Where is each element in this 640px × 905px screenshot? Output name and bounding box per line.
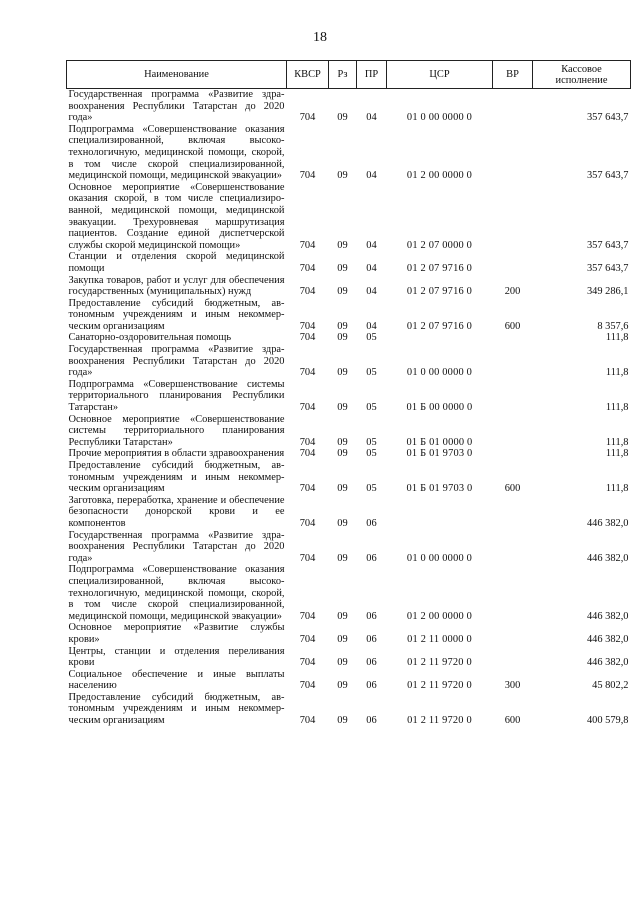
table-row: [67, 669, 631, 692]
item-vr: 600: [504, 320, 521, 332]
item-csr: [387, 495, 493, 530]
item-name: Предоставление субсидий бюджетным, автономным учреждениям и иным некоммерческим организациям: [68, 460, 285, 495]
page-number: 18: [313, 30, 327, 45]
item-pr: 06: [366, 680, 377, 692]
item-amount: 45 802,2: [592, 680, 629, 692]
item-csr: 01 Б 00 0000 0: [406, 402, 473, 414]
item-amount: 446 382,0: [586, 633, 629, 645]
item-csr: 01 2 07 9716 0: [406, 320, 473, 332]
item-name: Подпрограмма «Совершенствование оказания специализированной, включая высокотехнологичную, медицинской помощи, скорой, в том числе скорой специализированной, медицинской помощи, медицинской эвакуации»: [68, 564, 285, 622]
item-amount: 111,8: [605, 448, 629, 460]
item-kvsr: 704: [299, 239, 316, 251]
item-name: Станции и отделения скорой медицинской помощи: [68, 251, 285, 274]
item-name: Предоставление субсидий бюджетным, автономным учреждениям и иным некоммерческим организациям: [68, 691, 285, 727]
item-kvsr: 704: [299, 436, 316, 448]
item-rz: 09: [337, 112, 348, 124]
item-csr: 01 2 11 9720 0: [407, 657, 472, 669]
table-row: [67, 622, 631, 645]
item-kvsr: 704: [299, 552, 316, 564]
item-amount: 111,8: [605, 332, 629, 344]
item-pr: 06: [366, 610, 377, 622]
item-amount: 446 382,0: [586, 610, 629, 622]
item-vr: [493, 622, 533, 645]
item-pr: 05: [366, 402, 377, 414]
item-vr: [493, 332, 533, 344]
table-row: [67, 564, 631, 622]
table-row: [67, 182, 631, 252]
item-rz: 09: [337, 715, 348, 727]
item-pr: 04: [366, 262, 377, 274]
item-amount: 446 382,0: [586, 657, 629, 669]
item-pr: 05: [366, 436, 377, 448]
item-rz: 09: [337, 448, 348, 460]
item-vr: 600: [504, 483, 521, 495]
table-row: [67, 89, 631, 124]
table-row: [67, 124, 631, 182]
item-pr: 05: [366, 367, 377, 379]
item-rz: 09: [337, 680, 348, 692]
header-kvsr: КВСР: [287, 61, 329, 89]
header-csr: ЦСР: [387, 61, 493, 89]
item-csr: 01 2 07 0000 0: [406, 239, 473, 251]
item-name: Закупка товаров, работ и услуг для обеспечения государственных (муниципальных) нужд: [68, 274, 285, 298]
item-rz: 09: [337, 517, 348, 529]
item-pr: 06: [366, 715, 377, 727]
item-pr: 04: [366, 170, 377, 182]
item-vr: 600: [504, 715, 521, 727]
item-vr: [493, 344, 533, 379]
header-pr: ПР: [357, 61, 387, 89]
item-rz: 09: [337, 657, 348, 669]
item-csr: [387, 332, 493, 344]
item-rz: 09: [337, 320, 348, 332]
item-csr: 01 Б 01 9703 0: [406, 483, 473, 495]
item-name: Заготовка, переработка, хранение и обеспечение безопасности донорской крови и ее компонентов: [68, 494, 285, 529]
item-name: Подпрограмма «Совершенствование оказания специализированной, включая высокотехнологичную, медицинской помощи, скорой, в том числе скорой специализированной, медицинской помощи, медицинской эвакуации»: [68, 123, 285, 182]
header-amount: Кассовое исполнение: [533, 61, 631, 89]
item-rz: 09: [337, 633, 348, 645]
table-row: [67, 251, 631, 274]
item-kvsr: 704: [299, 657, 316, 669]
table-row: [67, 298, 631, 333]
item-name: Основное мероприятие «Совершенствование оказания скорой, в том числе специализированной, медицинской помощи, медицинской эвакуации. Трехуровневая маршрутизация пациентов. Создание единой диспетчерской службы скорой медицинской помощи»: [68, 181, 285, 251]
item-vr: [493, 448, 533, 460]
item-pr: 04: [366, 239, 377, 251]
item-amount: 446 382,0: [586, 517, 629, 529]
item-name: Прочие мероприятия в области здравоохранения: [68, 448, 285, 460]
table-row: [67, 692, 631, 727]
item-kvsr: 704: [299, 483, 316, 495]
item-kvsr: 704: [299, 448, 316, 460]
item-kvsr: 704: [299, 610, 316, 622]
table-row: [67, 448, 631, 460]
item-amount: 357 643,7: [586, 170, 629, 182]
table-row: [67, 530, 631, 565]
item-pr: 06: [366, 517, 377, 529]
item-amount: 357 643,7: [586, 239, 629, 251]
item-vr: [493, 89, 533, 124]
item-pr: 06: [366, 633, 377, 645]
item-kvsr: 704: [299, 262, 316, 274]
item-kvsr: 704: [299, 332, 316, 344]
item-name: Подпрограмма «Совершенствование системы территориального планирования Республики Татарстан»: [68, 378, 285, 414]
table-row: [67, 379, 631, 414]
item-name: Государственная программа «Развитие здравоохранения Республики Татарстан до 2020 года»: [68, 529, 285, 564]
item-pr: 04: [366, 320, 377, 332]
table-row: [67, 414, 631, 449]
item-csr: 01 2 11 0000 0: [407, 633, 472, 645]
item-csr: 01 2 00 0000 0: [406, 610, 473, 622]
item-name: Социальное обеспечение и иные выплаты населению: [68, 668, 285, 692]
item-vr: [493, 182, 533, 252]
item-rz: 09: [337, 332, 348, 344]
item-kvsr: 704: [299, 680, 316, 692]
item-csr: 01 2 07 9716 0: [406, 262, 473, 274]
item-kvsr: 704: [299, 633, 316, 645]
item-name: Основное мероприятие «Совершенствование системы территориального планирования Республики Татарстан»: [68, 413, 285, 448]
item-name: Санаторно-оздоровительная помощь: [68, 332, 232, 344]
item-csr: 01 2 07 9716 0: [406, 286, 473, 298]
table-row: [67, 332, 631, 344]
item-vr: [493, 414, 533, 449]
item-rz: 09: [337, 610, 348, 622]
item-pr: 05: [366, 332, 377, 344]
item-rz: 09: [337, 286, 348, 298]
item-csr: 01 0 00 0000 0: [406, 112, 473, 124]
item-pr: 04: [366, 286, 377, 298]
table-row: [67, 460, 631, 495]
item-amount: 400 579,8: [586, 715, 629, 727]
item-amount: 357 643,7: [586, 112, 629, 124]
item-amount: 357 643,7: [586, 262, 629, 274]
item-csr: 01 2 11 9720 0: [407, 715, 472, 727]
item-amount: 349 286,1: [586, 286, 629, 298]
item-amount: 111,8: [605, 367, 629, 379]
item-csr: 01 2 00 0000 0: [406, 170, 473, 182]
item-amount: 446 382,0: [586, 552, 629, 564]
item-vr: [493, 646, 533, 669]
item-kvsr: 704: [299, 402, 316, 414]
item-rz: 09: [337, 402, 348, 414]
item-name: Центры, станции и отделения переливания крови: [68, 645, 285, 669]
table-header-row: [67, 61, 631, 89]
item-amount: 111,8: [605, 402, 629, 414]
item-pr: 05: [366, 448, 377, 460]
item-rz: 09: [337, 170, 348, 182]
header-name: Наименование: [67, 61, 287, 89]
item-csr: 01 Б 01 0000 0: [406, 436, 473, 448]
item-kvsr: 704: [299, 170, 316, 182]
table-row: [67, 344, 631, 379]
table-body: [67, 89, 631, 727]
item-vr: [493, 495, 533, 530]
header-rz: Рз: [329, 61, 357, 89]
item-name: Государственная программа «Развитие здравоохранения Республики Татарстан до 2020 года»: [68, 89, 285, 124]
item-vr: [493, 251, 533, 274]
item-kvsr: 704: [299, 367, 316, 379]
item-name: Предоставление субсидий бюджетным, автономным учреждениям и иным некоммерческим организациям: [68, 297, 285, 332]
item-csr: 01 0 00 0000 0: [406, 552, 473, 564]
item-vr: [493, 530, 533, 565]
item-pr: 06: [366, 657, 377, 669]
item-vr: [493, 379, 533, 414]
item-name: Государственная программа «Развитие здравоохранения Республики Татарстан до 2020 года»: [68, 344, 285, 379]
table-row: [67, 275, 631, 298]
item-amount: 8 357,6: [597, 320, 629, 332]
item-amount: 111,8: [605, 436, 629, 448]
item-kvsr: 704: [299, 715, 316, 727]
item-csr: 01 2 11 9720 0: [407, 680, 472, 692]
item-kvsr: 704: [299, 517, 316, 529]
item-rz: 09: [337, 436, 348, 448]
item-csr: 01 Б 01 9703 0: [406, 448, 473, 460]
budget-execution-table: [66, 60, 631, 727]
item-kvsr: 704: [299, 286, 316, 298]
item-kvsr: 704: [299, 112, 316, 124]
item-kvsr: 704: [299, 320, 316, 332]
item-amount: 111,8: [605, 483, 629, 495]
table-row: [67, 646, 631, 669]
item-vr: 200: [504, 286, 521, 298]
item-csr: 01 0 00 0000 0: [406, 367, 473, 379]
item-pr: 06: [366, 552, 377, 564]
item-vr: [493, 124, 533, 182]
header-vr: ВР: [493, 61, 533, 89]
item-rz: 09: [337, 262, 348, 274]
item-vr: [493, 564, 533, 622]
item-rz: 09: [337, 552, 348, 564]
item-rz: 09: [337, 367, 348, 379]
item-rz: 09: [337, 239, 348, 251]
item-pr: 05: [366, 483, 377, 495]
table-row: [67, 495, 631, 530]
item-pr: 04: [366, 112, 377, 124]
item-rz: 09: [337, 483, 348, 495]
item-name: Основное мероприятие «Развитие службы крови»: [68, 622, 285, 645]
item-vr: 300: [504, 680, 521, 692]
